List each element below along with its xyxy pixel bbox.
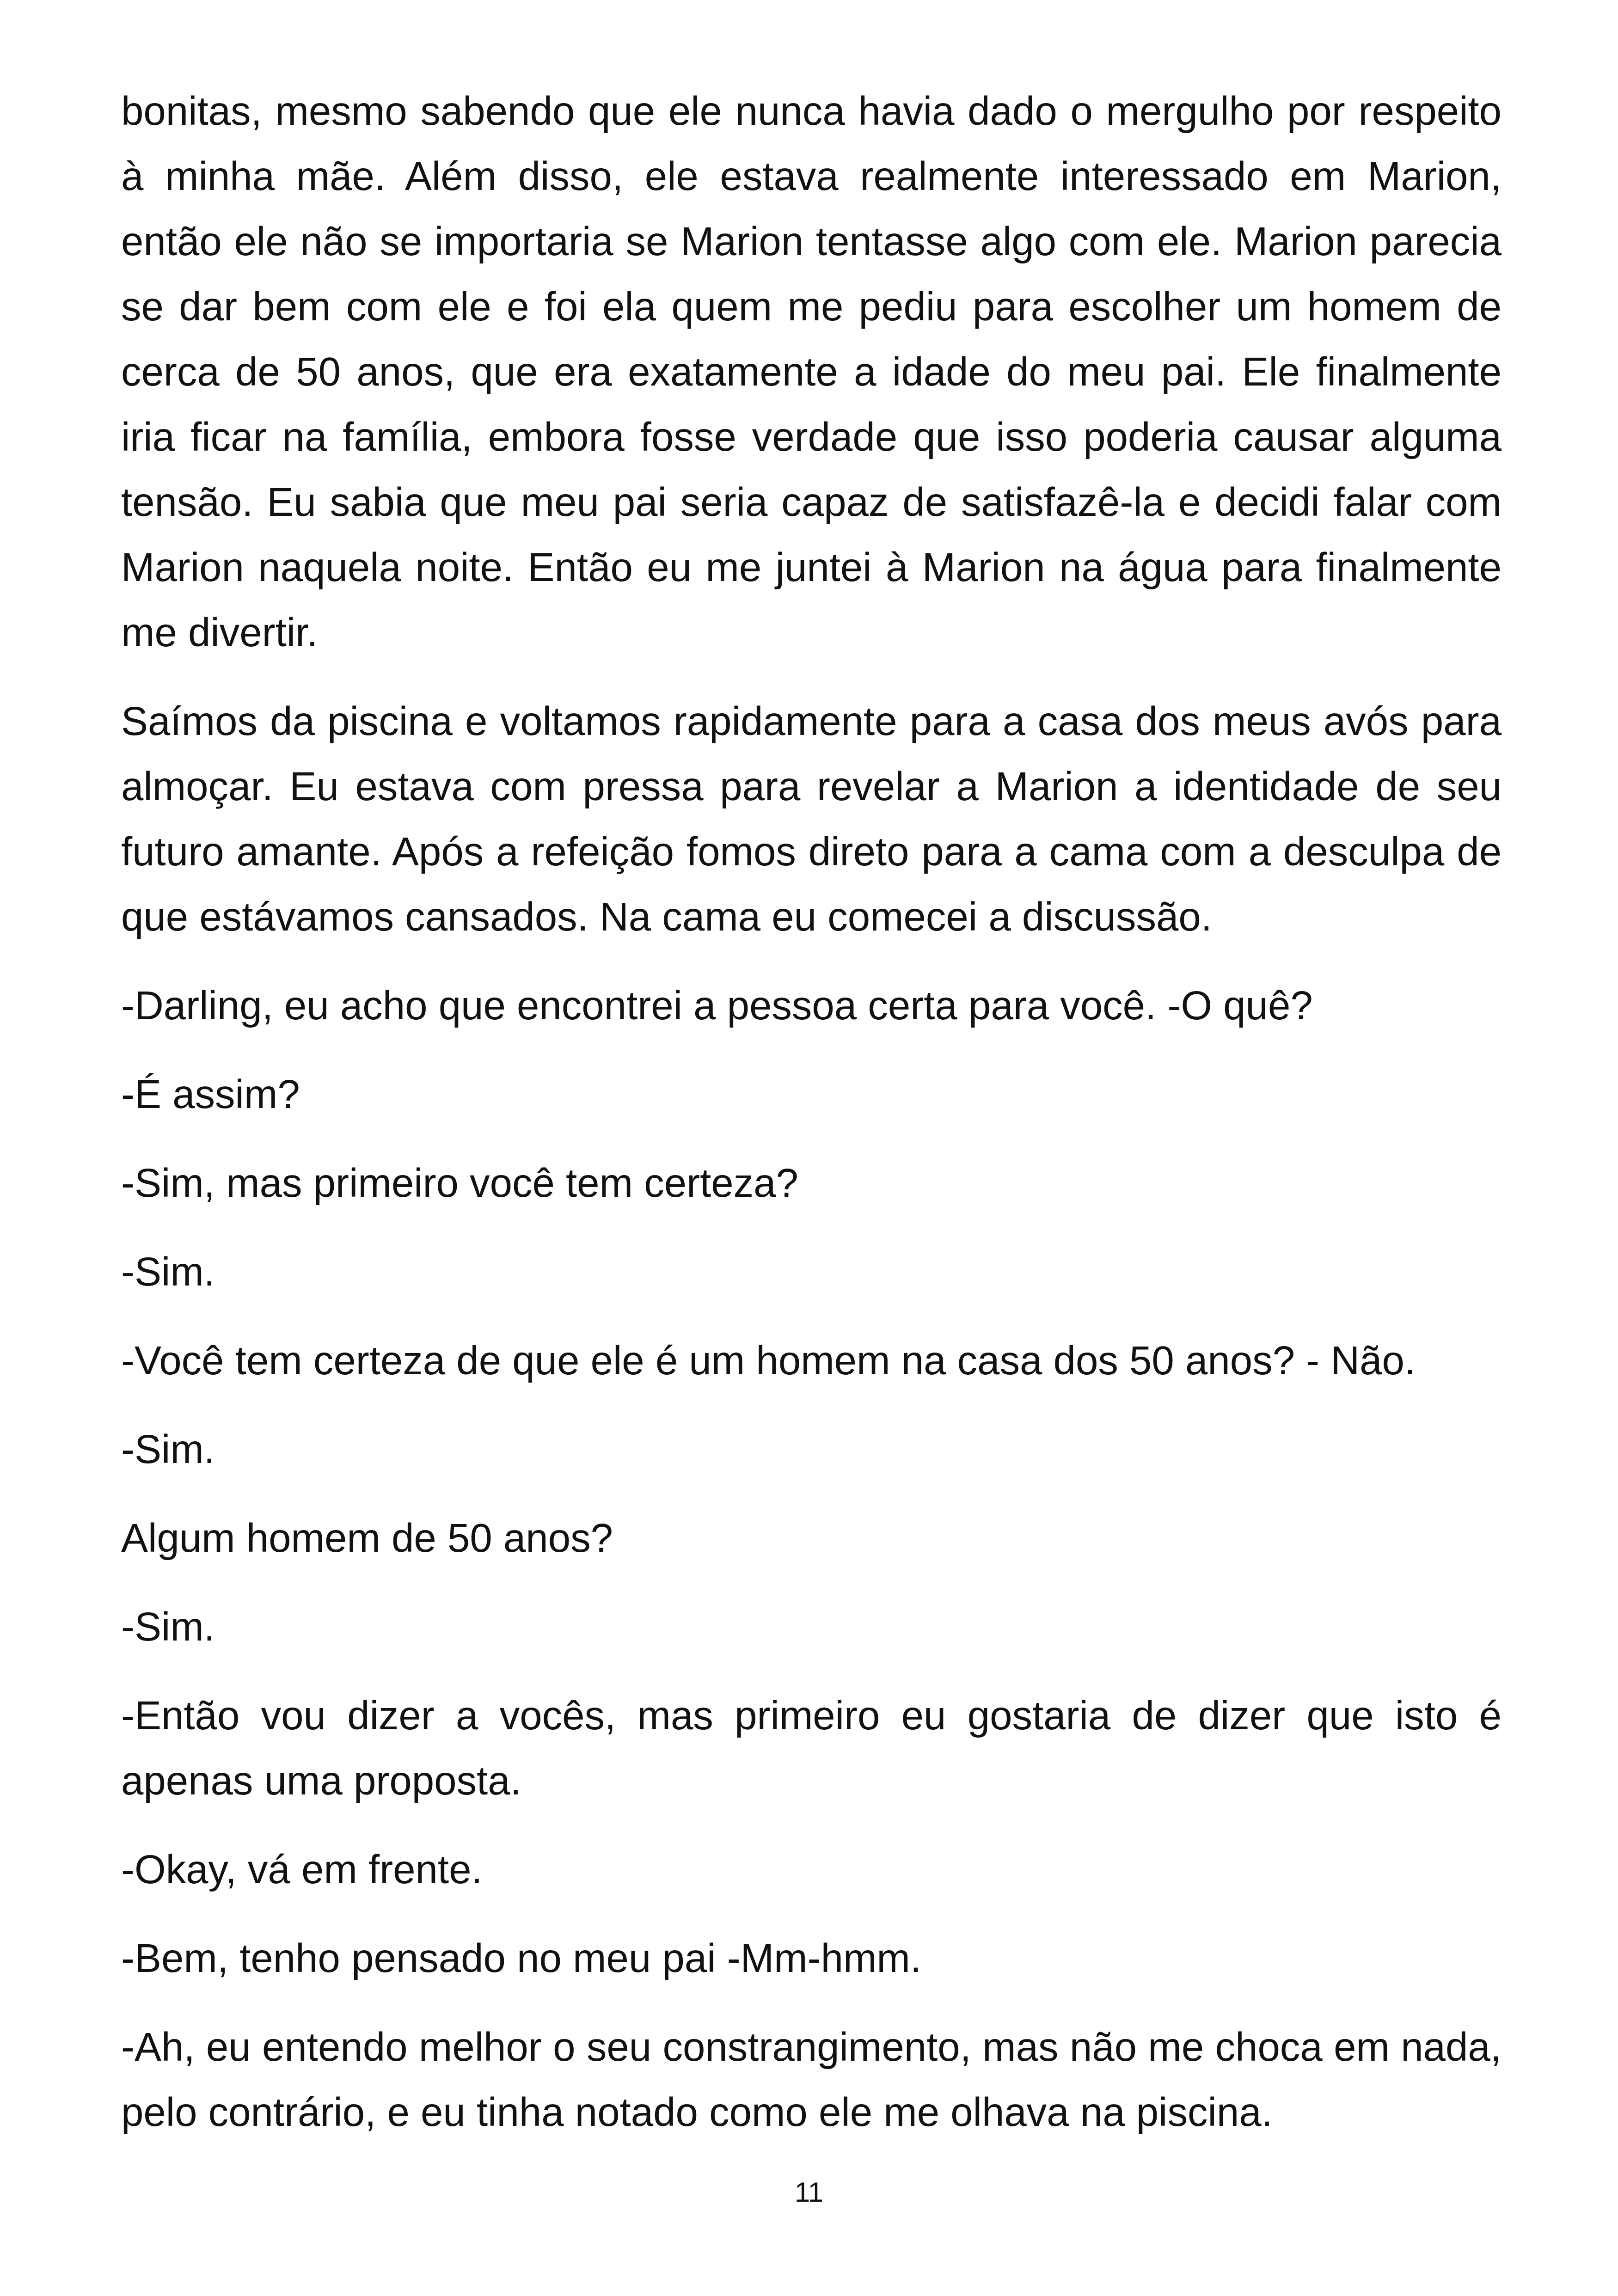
dialogue-line: -Sim. [121, 1427, 215, 1472]
body-text [121, 79, 1502, 2145]
dialogue-line: -Darling, eu acho que encontrei a pessoa certa para você. -O quê? [121, 983, 1313, 1028]
dialogue-line: -Você tem certeza de que ele é um homem na casa dos 50 anos? - Não. [121, 1338, 1416, 1383]
dialogue-line: -Okay, vá em frente. [121, 1847, 483, 1892]
dialogue-line: -Então vou dizer a vocês, mas primeiro eu gostaria de dizer que isto é apenas uma proposta. [121, 1693, 1502, 1803]
dialogue-line: -Sim. [121, 1604, 215, 1649]
dialogue-line: -Sim. [121, 1249, 215, 1294]
dialogue-line: -Bem, tenho pensado no meu pai -Mm-hmm. [121, 1936, 922, 1981]
dialogue-line: Algum homem de 50 anos? [121, 1516, 613, 1561]
paragraph: Saímos da piscina e voltamos rapidamente para a casa dos meus avós para almoçar. Eu estava com pressa para revelar a Marion a identidade de seu futuro amante. Após a refeição fomos direto para a cama com a desculpa de que estávamos cansados. Na cama eu comecei a discussão. [121, 699, 1502, 939]
dialogue-line: -É assim? [121, 1072, 300, 1117]
dialogue-line: -Ah, eu entendo melhor o seu constrangimento, mas não me choca em nada, pelo contrário, e eu tinha notado como ele me olhava na piscina. [121, 2025, 1502, 2135]
dialogue-line: -Sim, mas primeiro você tem certeza? [121, 1161, 798, 1206]
paragraph: bonitas, mesmo sabendo que ele nunca havia dado o mergulho por respeito à minha mãe. Além disso, ele estava realmente interessado em Marion, então ele não se importaria se Marion tentasse algo com ele. Marion parecia se dar bem com ele e foi ela quem me pediu para escolher um homem de cerca de 50 anos, que era exatamente a idade do meu pai. Ele finalmente iria ficar na família, embora fosse verdade que isso poderia causar alguma tensão. Eu sabia que meu pai seria capaz de satisfazê-la e decidi falar com Marion naquela noite. Então eu me juntei à Marion na água para finalmente me divertir. [121, 89, 1502, 655]
page-number: 11 [794, 2177, 824, 2208]
